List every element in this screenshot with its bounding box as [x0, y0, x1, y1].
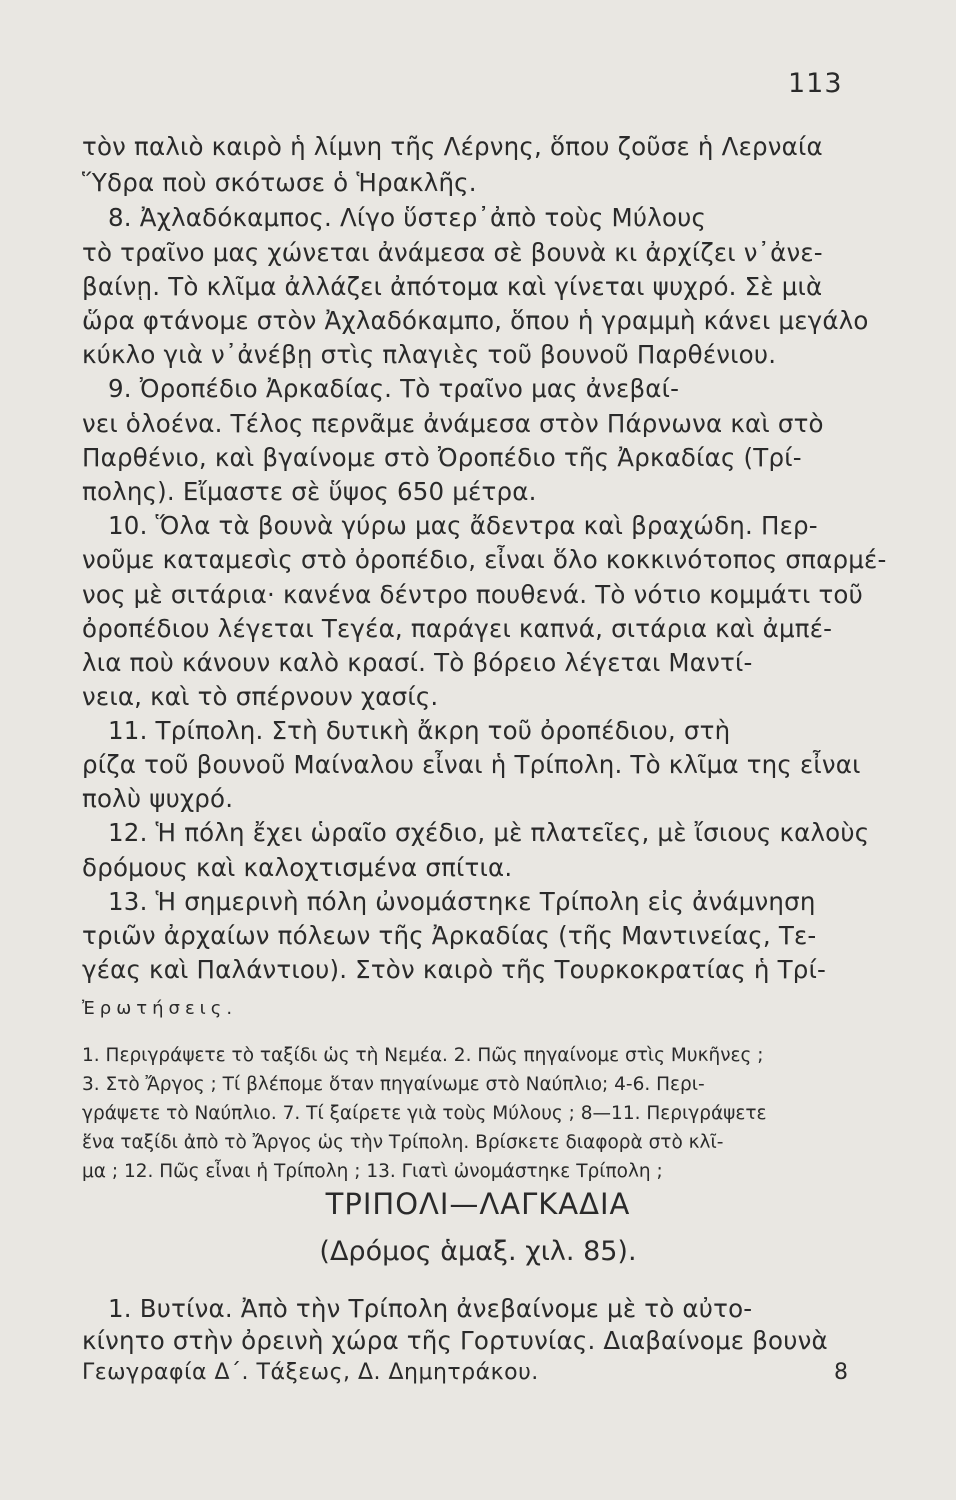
text-line: ὀροπέδιου λέγεται Τεγέα, παράγει καπνά, σιτάρια καὶ ἀμπέ-: [82, 614, 833, 643]
page-number: 113: [788, 68, 843, 99]
question-line: 3. Στὸ Ἄργος ; Τί βλέπομε ὅταν πηγαίνωμε στὸ Ναύπλιο; 4-6. Περι-: [82, 1074, 705, 1095]
footer-book-title: Γεωγραφία Δ΄. Τάξεως, Δ. Δημητράκου.: [82, 1360, 539, 1385]
section-title: ΤΡΙΠΟΛΙ—ΛΑΓΚΑΔΙΑ: [325, 1187, 631, 1221]
text-line: λια ποὺ κάνουν καλὸ κρασί. Τὸ βόρειο λέγεται Μαντί-: [82, 648, 753, 677]
text-line: νει ὁλοένα. Τέλος περνᾶμε ἀνάμεσα στὸν Πάρνωνα καὶ στὸ: [82, 409, 824, 438]
text-line: Ὕδρα ποὺ σκότωσε ὁ Ἡρακλῆς.: [82, 168, 477, 197]
text-line: τὸ τραῖνο μας χώνεται ἀνάμεσα σὲ βουνὰ κι ἀρχίζει ν᾽ἀνε-: [82, 238, 823, 267]
text-line: βαίνῃ. Τὸ κλῖμα ἀλλάζει ἀπότομα καὶ γίνεται ψυχρό. Σὲ μιὰ: [82, 272, 823, 301]
section-paragraph-1-line: 1. Βυτίνα. Ἀπὸ τὴν Τρίπολη ἀνεβαίνομε μὲ τὸ αὐτο-: [108, 1294, 753, 1323]
paragraph-9-heading-line: 9. Ὀροπέδιο Ἀρκαδίας. Τὸ τραῖνο μας ἀνεβαί-: [108, 374, 680, 403]
paragraph-13-line: 13. Ἡ σημερινὴ πόλη ὠνομάστηκε Τρίπολη εἰς ἀνάμνηση: [108, 887, 816, 916]
text-line: πολης). Εἴμαστε σὲ ὕψος 650 μέτρα.: [82, 477, 537, 506]
paragraph-8-heading-line: 8. Ἀχλαδόκαμπος. Λίγο ὕστερ᾽ἀπὸ τοὺς Μύλους: [108, 203, 707, 232]
question-line: 1. Περιγράψετε τὸ ταξίδι ὡς τὴ Νεμέα. 2. Πῶς πηγαίνομε στὶς Μυκῆνες ;: [82, 1045, 764, 1066]
text-line: κύκλο γιὰ ν᾽ἀνέβῃ στὶς πλαγιὲς τοῦ βουνοῦ Παρθένιου.: [82, 340, 777, 369]
paragraph-11-heading-line: 11. Τρίπολη. Στὴ δυτικὴ ἄκρη τοῦ ὀροπέδιου, στὴ: [108, 716, 731, 745]
text-line: ρίζα τοῦ βουνοῦ Μαίναλου εἶναι ἡ Τρίπολη. Τὸ κλῖμα της εἶναι: [82, 750, 861, 779]
text-line: Παρθένιο, καὶ βγαίνομε στὸ Ὀροπέδιο τῆς Ἀρκαδίας (Τρί-: [82, 443, 802, 472]
text-line: γέας καὶ Παλάντιου). Στὸν καιρὸ τῆς Τουρκοκρατίας ἡ Τρί-: [82, 955, 827, 984]
paragraph-12-line: 12. Ἡ πόλη ἔχει ὡραῖο σχέδιο, μὲ πλατεῖες, μὲ ἴσιους καλοὺς: [108, 818, 870, 847]
question-line: γράψετε τὸ Ναύπλιο. 7. Τί ξαίρετε γιὰ τοὺς Μύλους ; 8—11. Περιγράψετε: [82, 1103, 767, 1124]
text-line: νοῦμε καταμεσὶς στὸ ὀροπέδιο, εἶναι ὅλο κοκκινότοπος σπαρμέ-: [82, 545, 887, 574]
section-subtitle: (Δρόμος ἁμαξ. χιλ. 85).: [319, 1236, 637, 1267]
text-line: δρόμους καὶ καλοχτισμένα σπίτια.: [82, 853, 513, 882]
text-line: κίνητο στὴν ὀρεινὴ χώρα τῆς Γορτυνίας. Διαβαίνομε βουνὰ: [82, 1326, 828, 1355]
text-line: νος μὲ σιτάρια· κανένα δέντρο πουθενά. Τὸ νότιο κομμάτι τοῦ: [82, 580, 863, 609]
text-line: νεια, καὶ τὸ σπέρνουν χασίς.: [82, 682, 439, 711]
text-line: ὥρα φτάνομε στὸν Ἀχλαδόκαμπο, ὅπου ἡ γραμμὴ κάνει μεγάλο: [82, 306, 869, 335]
text-line: πολὺ ψυχρό.: [82, 784, 234, 813]
text-line: τὸν παλιὸ καιρὸ ἡ λίμνη τῆς Λέρνης, ὅπου ζοῦσε ἡ Λερναία: [82, 132, 823, 161]
question-line: μα ; 12. Πῶς εἶναι ἡ Τρίπολη ; 13. Γιατὶ ὠνομάστηκε Τρίπολη ;: [82, 1161, 663, 1182]
footer-signature-mark: 8: [834, 1360, 848, 1385]
question-line: ἕνα ταξίδι ἀπὸ τὸ Ἄργος ὡς τὴν Τρίπολη. Βρίσκετε διαφορὰ στὸ κλῖ-: [82, 1132, 724, 1153]
paragraph-10-line: 10. Ὅλα τὰ βουνὰ γύρω μας ἄδεντρα καὶ βραχώδη. Περ-: [108, 511, 818, 540]
text-line: τριῶν ἀρχαίων πόλεων τῆς Ἀρκαδίας (τῆς Μαντινείας, Τε-: [82, 921, 817, 950]
questions-heading: Ἐρωτήσεις.: [82, 998, 238, 1019]
